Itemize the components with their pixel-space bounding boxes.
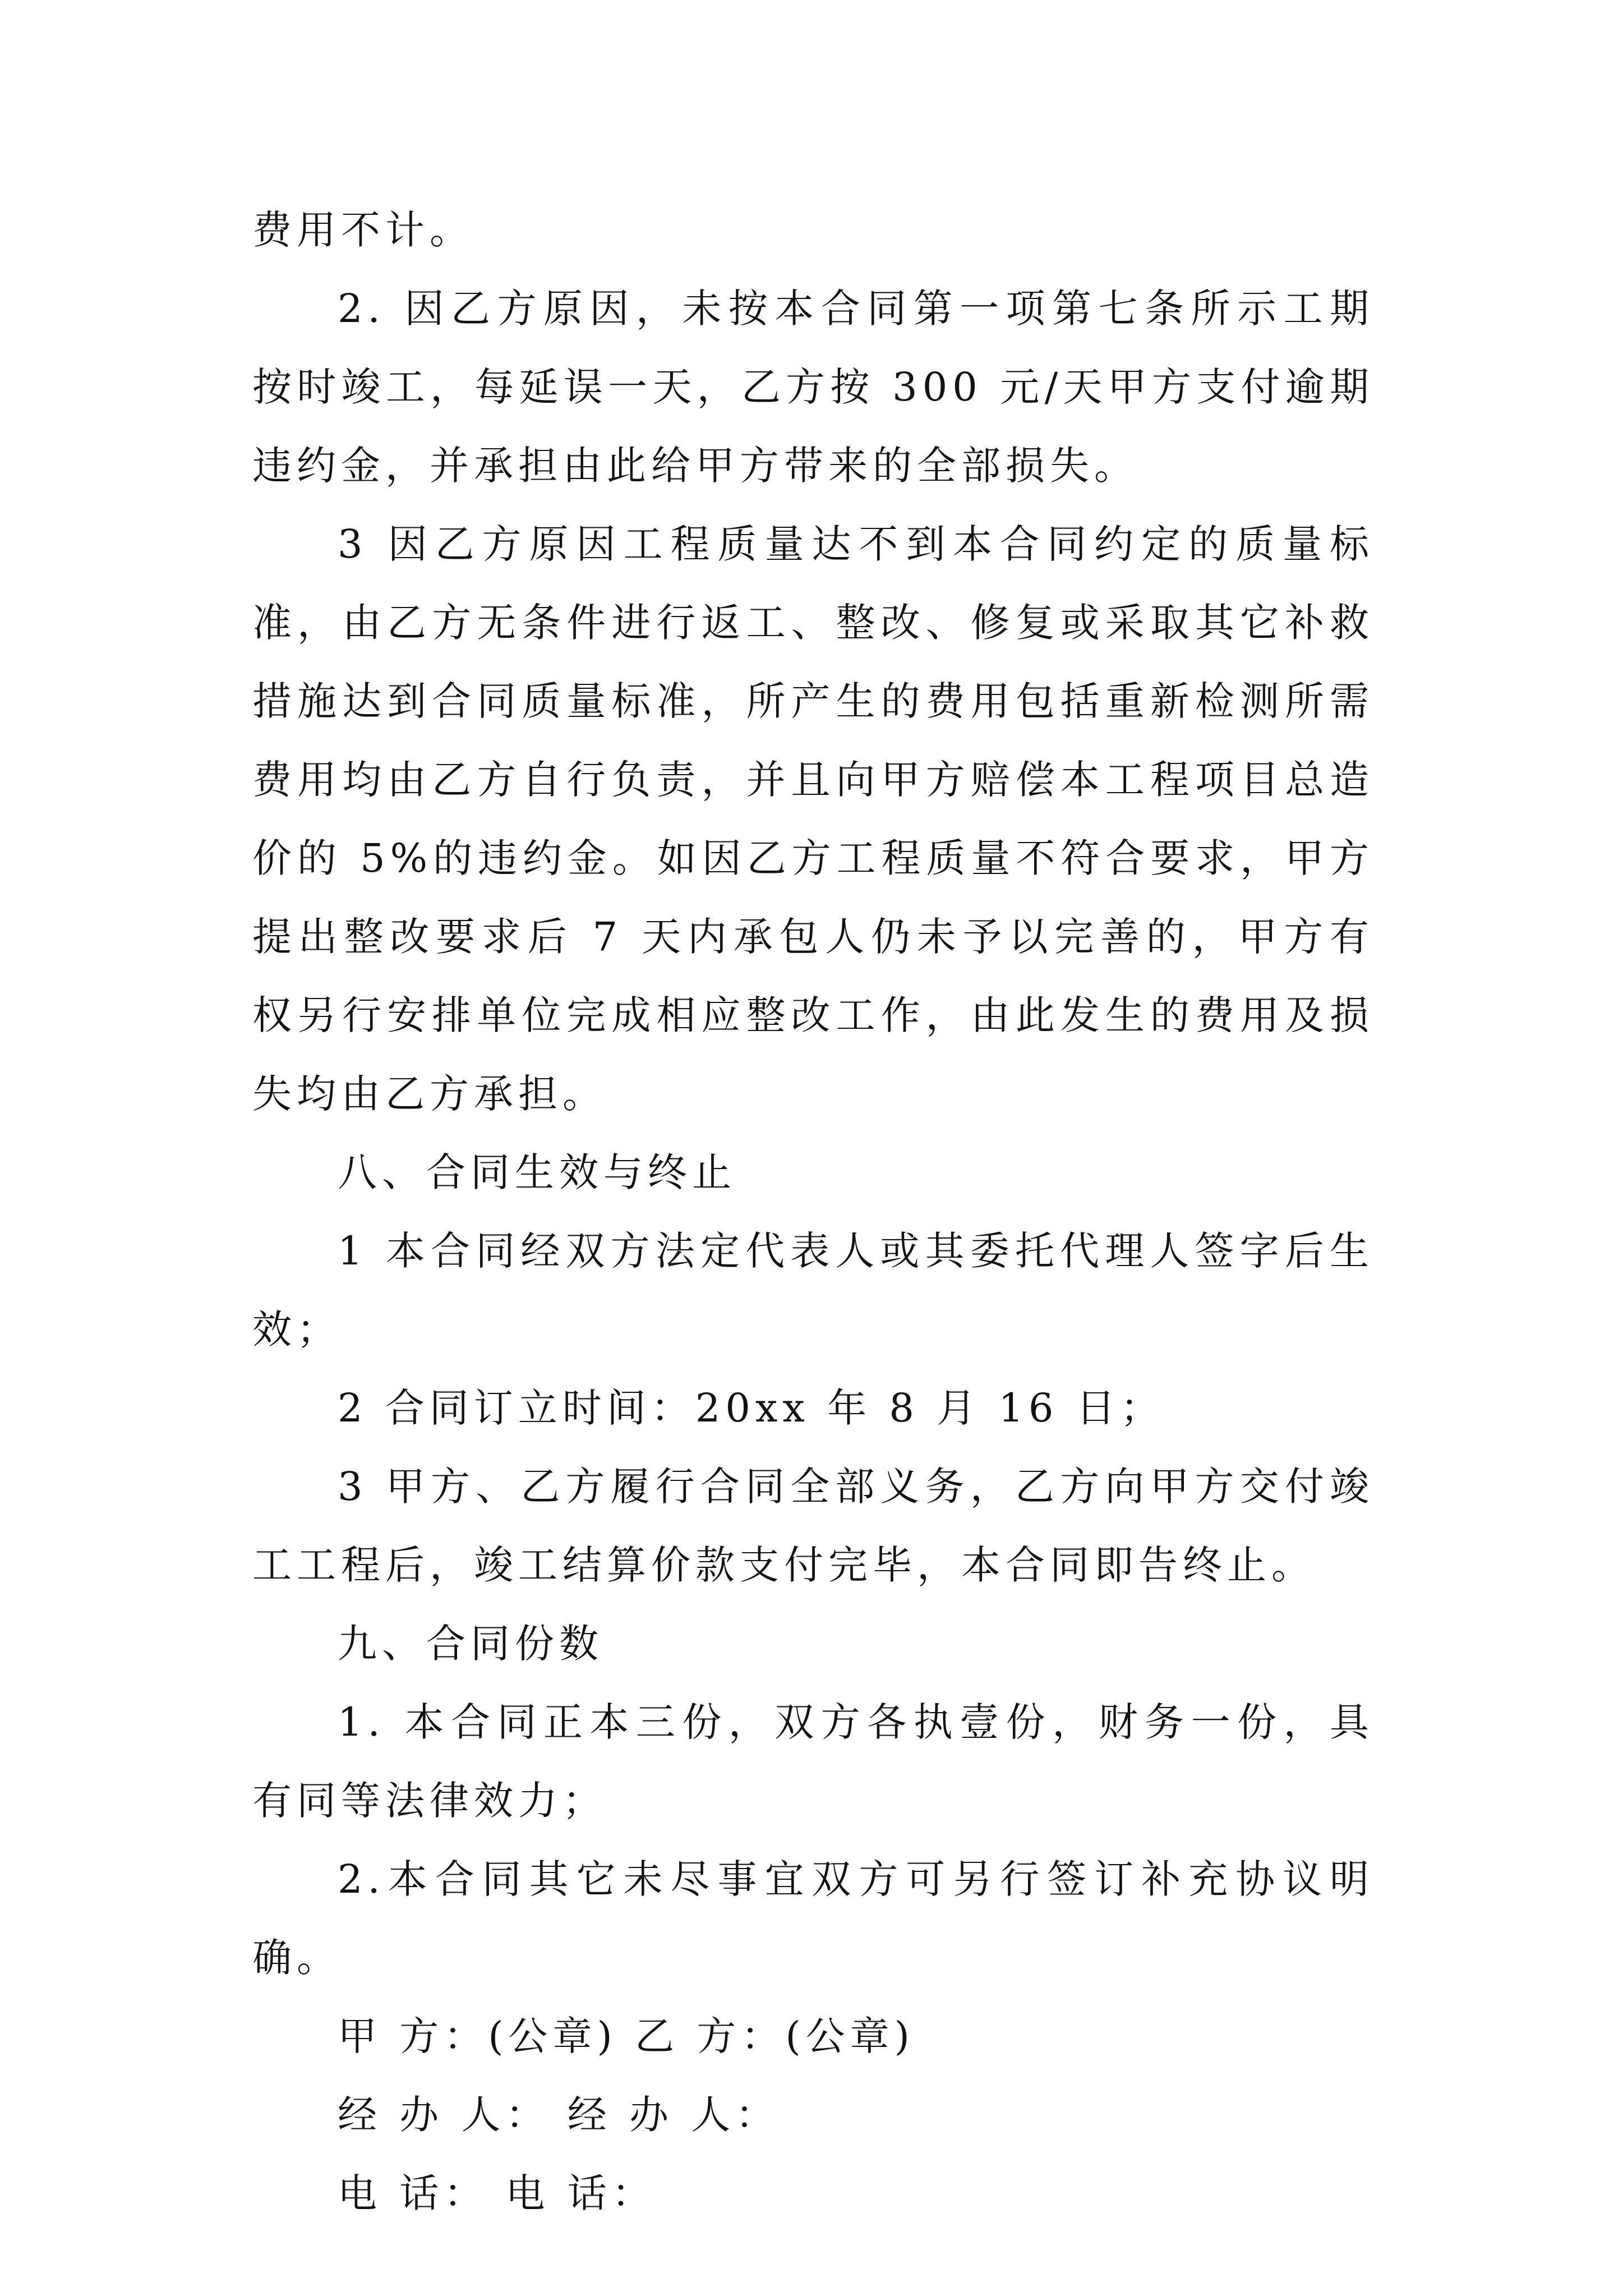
signature-line-handlers: 经 办 人： 经 办 人： [338, 2092, 780, 2138]
paragraph-contract-date: 2 合同订立时间：20xx 年 8 月 16 日； [338, 1385, 1165, 1431]
paragraph-effective-signature: 1 本合同经双方法定代表人或其委托代理人签字后生效； [252, 1228, 1374, 1352]
signature-line-phones: 电 话： 电 话： [338, 2170, 656, 2216]
document-body [252, 191, 1374, 2233]
signature-line-parties: 甲 方：(公章) 乙 方：(公章) [338, 2013, 915, 2059]
paragraph-delay-penalty: 2. 因乙方原因，未按本合同第一项第七条所示工期按时竣工，每延误一天，乙方按 300 元/天甲方支付逾期违约金，并承担由此给甲方带来的全部损失。 [252, 286, 1374, 489]
paragraph-copies-count: 1. 本合同正本三份，双方各执壹份，财务一份，具有同等法律效力； [252, 1699, 1374, 1824]
section-heading-effect-termination: 八、合同生效与终止 [338, 1149, 736, 1195]
paragraph-quality-penalty: 3 因乙方原因工程质量达不到本合同约定的质量标准，由乙方无条件进行返工、整改、修复或采取其它补救措施达到合同质量标准，所产生的费用包括重新检测所需费用均由乙方自行负责，并且向甲方赔偿本工程项目总造价的 5%的违约金。如因乙方工程质量不符合要求，甲方提出整改要求后 7 天内承包人仍未予以完善的，甲方有权另行安排单位完成相应整改工作，由此发生的费用及损失均由乙方承担。 [252, 521, 1374, 1117]
section-heading-copies: 九、合同份数 [338, 1621, 603, 1667]
paragraph-fee-continuation: 费用不计。 [252, 207, 474, 253]
paragraph-termination: 3 甲方、乙方履行合同全部义务，乙方向甲方交付竣工工程后，竣工结算价款支付完毕，本合同即告终止。 [252, 1464, 1374, 1588]
paragraph-supplementary: 2.本合同其它未尽事宜双方可另行签订补充协议明确。 [252, 1856, 1374, 1981]
